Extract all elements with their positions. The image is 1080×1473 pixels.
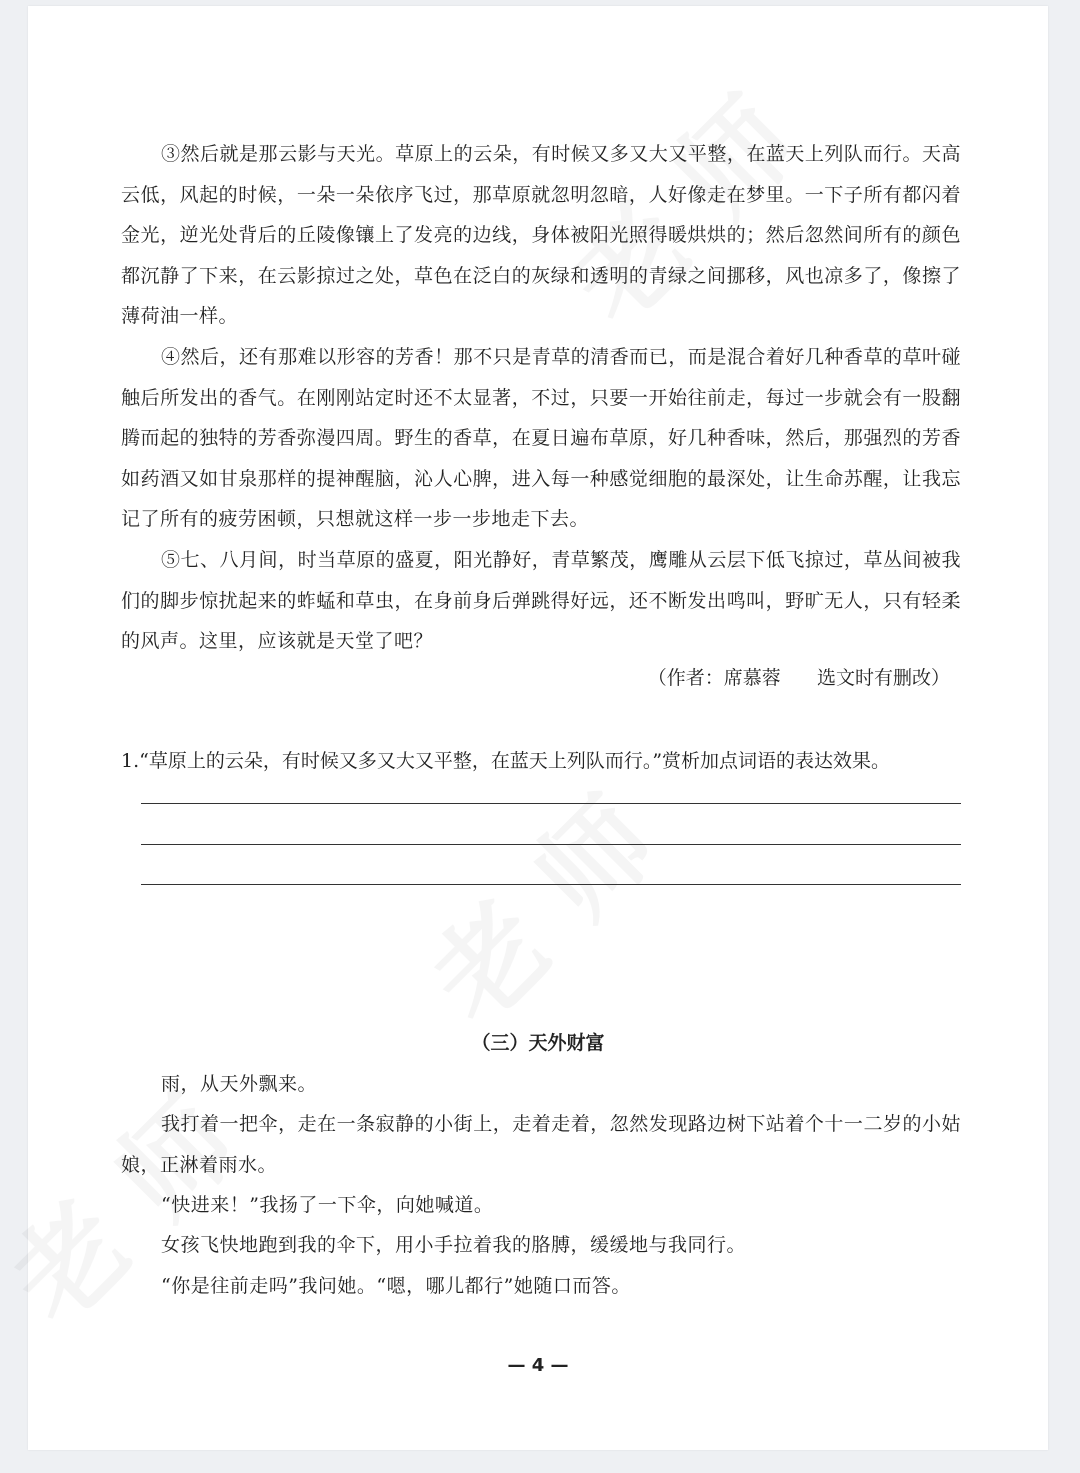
answer-line[interactable] (141, 803, 961, 804)
watermark (390, 758, 684, 1052)
story-line: “快进来！”我扬了一下伞，向她喊道。 (161, 1194, 494, 1216)
answer-line[interactable] (141, 884, 961, 885)
answer-line[interactable] (141, 844, 961, 845)
story-line: 雨，从天外飘来。 (161, 1073, 318, 1095)
paragraph-4: ④然后，还有那难以形容的芳香！那不只是青草的清香而已，而是混合着好几种香草的草叶碰触后所发出的香气。在刚刚站定时还不太显著，不过，只要一开始往前走，每过一步就会有一股翻腾而起的独特的芳香弥漫四周。野生的香草，在夏日遍布草原，好几种香味，然后，那强烈的芳香如药酒又如甘泉那样的提神醒脑，沁人心脾，进入每一种感觉细胞的最深处，让生命苏醒，让我忘记了所有的疲劳困顿，只想就这样一步一步地走下去。 (121, 346, 961, 531)
page-number: — 4 — (507, 1355, 569, 1376)
document-page (28, 6, 1048, 1450)
paragraph-5: ⑤七、八月间，时当草原的盛夏，阳光静好，青草繁茂，鹰雕从云层下低飞掠过，草丛间被我们的脚步惊扰起来的蚱蜢和草虫，在身前身后弹跳得好远，还不断发出鸣叫，野旷无人，只有轻柔的风声。这里，应该就是天堂了吧？ (121, 549, 961, 653)
story-line: 我打着一把伞，走在一条寂静的小街上，走着走着，忽然发现路边树下站着个十一二岁的小姑娘，正淋着雨水。 (121, 1113, 961, 1176)
paragraph-3: ③然后就是那云影与天光。草原上的云朵，有时候又多又大又平整，在蓝天上列队而行。天高云低，风起的时候，一朵一朵依序飞过，那草原就忽明忽暗，人好像走在梦里。一下子所有都闪着金光，逆光处背后的丘陵像镶上了发亮的边线，身体被阳光照得暖烘烘的；然后忽然间所有的颜色都沉静了下来，在云影掠过之处，草色在泛白的灰绿和透明的青绿之间挪移，风也凉多了，像擦了薄荷油一样。 (121, 143, 961, 328)
author-note: （作者：席慕蓉 选文时有删改） (647, 667, 950, 689)
section-title: （三）天外财富 (471, 1032, 605, 1054)
story-line: “你是往前走吗”我问她。“嗯，哪儿都行”她随口而答。 (161, 1275, 631, 1297)
story-line: 女孩飞快地跑到我的伞下，用小手拉着我的胳膊，缓缓地与我同行。 (161, 1234, 747, 1256)
question-1: 1.“草原上的云朵，有时候又多又大又平整，在蓝天上列队而行。”赏析加点词语的表达效果。 (121, 750, 891, 772)
